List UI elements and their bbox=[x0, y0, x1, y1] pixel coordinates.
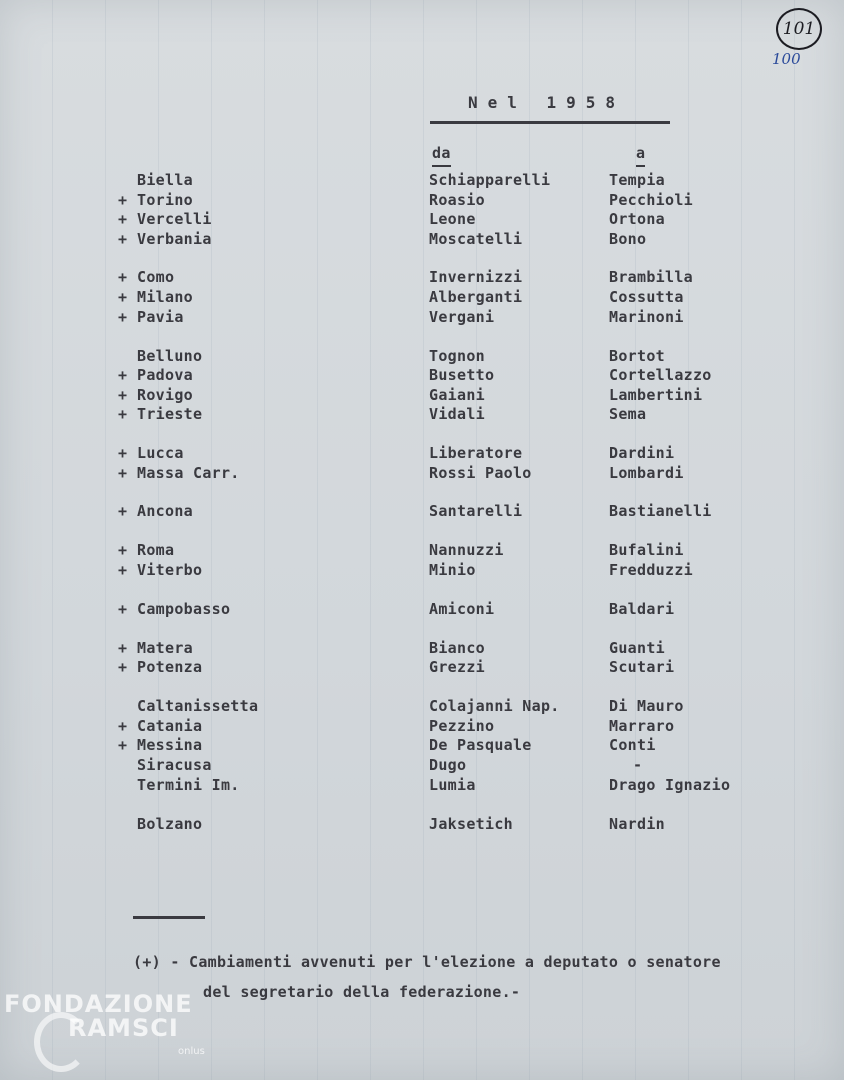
federation-city: Termini Im. bbox=[137, 776, 240, 794]
new-secretary: Pecchioli bbox=[609, 191, 693, 209]
footnote-line-1: (+) - Cambiamenti avvenuti per l'elezione a deputato o senatore bbox=[133, 953, 721, 971]
table-row bbox=[0, 658, 844, 676]
federation-city: Lucca bbox=[137, 444, 184, 462]
table-row bbox=[0, 541, 844, 559]
table-row bbox=[0, 347, 844, 365]
federation-city: Roma bbox=[137, 541, 175, 559]
new-secretary: Bono bbox=[609, 230, 647, 248]
table-row bbox=[0, 600, 844, 618]
change-marker: + bbox=[118, 288, 128, 306]
new-secretary: Ortona bbox=[609, 210, 665, 228]
federation-city: Padova bbox=[137, 366, 193, 384]
previous-secretary: Moscatelli bbox=[429, 230, 523, 248]
previous-secretary: Alberganti bbox=[429, 288, 523, 306]
table-row bbox=[0, 717, 844, 735]
table-row bbox=[0, 502, 844, 520]
table-row bbox=[0, 288, 844, 306]
federation-city: Ancona bbox=[137, 502, 193, 520]
federation-city: Potenza bbox=[137, 658, 203, 676]
federation-city: Messina bbox=[137, 736, 203, 754]
new-secretary: Fredduzzi bbox=[609, 561, 693, 579]
previous-secretary: Lumia bbox=[429, 776, 476, 794]
table-row bbox=[0, 444, 844, 462]
table-row bbox=[0, 268, 844, 286]
new-secretary: Baldari bbox=[609, 600, 675, 618]
previous-secretary: Vidali bbox=[429, 405, 485, 423]
change-marker: + bbox=[118, 405, 128, 423]
federation-city: Trieste bbox=[137, 405, 203, 423]
federation-city: Bolzano bbox=[137, 815, 203, 833]
federation-city: Massa Carr. bbox=[137, 464, 240, 482]
change-marker: + bbox=[118, 366, 128, 384]
page-number-circled: 101 bbox=[776, 8, 822, 50]
table-row bbox=[0, 191, 844, 209]
change-marker: + bbox=[118, 600, 128, 618]
title-underline bbox=[430, 121, 670, 124]
federation-city: Milano bbox=[137, 288, 193, 306]
federation-city: Matera bbox=[137, 639, 193, 657]
federation-city: Como bbox=[137, 268, 175, 286]
previous-secretary: Nannuzzi bbox=[429, 541, 504, 559]
new-secretary: Drago Ignazio bbox=[609, 776, 731, 794]
previous-secretary: Roasio bbox=[429, 191, 485, 209]
previous-secretary: Colajanni Nap. bbox=[429, 697, 560, 715]
table-row bbox=[0, 464, 844, 482]
new-secretary: Bortot bbox=[609, 347, 665, 365]
federation-city: Siracusa bbox=[137, 756, 212, 774]
table-row bbox=[0, 171, 844, 189]
new-secretary: Bufalini bbox=[609, 541, 684, 559]
federation-city: Caltanissetta bbox=[137, 697, 259, 715]
new-secretary: Bastianelli bbox=[609, 502, 712, 520]
table-row bbox=[0, 815, 844, 833]
watermark-gramsci: RAMSCI bbox=[68, 1014, 179, 1042]
new-secretary: Lombardi bbox=[609, 464, 684, 482]
previous-secretary: Busetto bbox=[429, 366, 495, 384]
new-secretary: Di Mauro bbox=[609, 697, 684, 715]
previous-secretary: Dugo bbox=[429, 756, 467, 774]
new-secretary: Guanti bbox=[609, 639, 665, 657]
new-secretary: Brambilla bbox=[609, 268, 693, 286]
page-number-secondary: 100 bbox=[772, 50, 801, 68]
change-marker: + bbox=[118, 444, 128, 462]
previous-secretary: Rossi Paolo bbox=[429, 464, 532, 482]
table-row bbox=[0, 561, 844, 579]
table-row bbox=[0, 210, 844, 228]
footnote-line-2: del segretario della federazione.- bbox=[203, 983, 521, 1001]
new-secretary: Dardini bbox=[609, 444, 675, 462]
new-secretary: Tempia bbox=[609, 171, 665, 189]
change-marker: + bbox=[118, 230, 128, 248]
table-row bbox=[0, 230, 844, 248]
federation-city: Verbania bbox=[137, 230, 212, 248]
previous-secretary: Tognon bbox=[429, 347, 485, 365]
previous-secretary: Minio bbox=[429, 561, 476, 579]
federation-city: Pavia bbox=[137, 308, 184, 326]
federation-city: Torino bbox=[137, 191, 193, 209]
new-secretary: - bbox=[633, 756, 643, 774]
change-marker: + bbox=[118, 658, 128, 676]
previous-secretary: Leone bbox=[429, 210, 476, 228]
column-header-to: a bbox=[636, 144, 645, 167]
change-marker: + bbox=[118, 308, 128, 326]
change-marker: + bbox=[118, 191, 128, 209]
new-secretary: Cortellazzo bbox=[609, 366, 712, 384]
federation-city: Rovigo bbox=[137, 386, 193, 404]
previous-secretary: Jaksetich bbox=[429, 815, 513, 833]
federation-city: Belluno bbox=[137, 347, 203, 365]
change-marker: + bbox=[118, 210, 128, 228]
previous-secretary: Amiconi bbox=[429, 600, 495, 618]
table-row bbox=[0, 405, 844, 423]
new-secretary: Lambertini bbox=[609, 386, 703, 404]
new-secretary: Sema bbox=[609, 405, 647, 423]
new-secretary: Nardin bbox=[609, 815, 665, 833]
new-secretary: Marinoni bbox=[609, 308, 684, 326]
table-row bbox=[0, 308, 844, 326]
change-marker: + bbox=[118, 541, 128, 559]
previous-secretary: Bianco bbox=[429, 639, 485, 657]
previous-secretary: Pezzino bbox=[429, 717, 495, 735]
new-secretary: Scutari bbox=[609, 658, 675, 676]
federation-city: Vercelli bbox=[137, 210, 212, 228]
change-marker: + bbox=[118, 386, 128, 404]
table-row bbox=[0, 776, 844, 794]
watermark-onlus: onlus bbox=[178, 1046, 205, 1057]
new-secretary: Cossutta bbox=[609, 288, 684, 306]
change-marker: + bbox=[118, 736, 128, 754]
previous-secretary: Gaiani bbox=[429, 386, 485, 404]
change-marker: + bbox=[118, 639, 128, 657]
page-title: Nel 1958 bbox=[468, 93, 626, 112]
previous-secretary: Vergani bbox=[429, 308, 495, 326]
table-row bbox=[0, 736, 844, 754]
change-marker: + bbox=[118, 561, 128, 579]
federation-city: Campobasso bbox=[137, 600, 231, 618]
federation-city: Catania bbox=[137, 717, 203, 735]
table-row bbox=[0, 366, 844, 384]
table-row bbox=[0, 697, 844, 715]
change-marker: + bbox=[118, 268, 128, 286]
change-marker: + bbox=[118, 464, 128, 482]
column-header-from: da bbox=[432, 144, 451, 167]
previous-secretary: Invernizzi bbox=[429, 268, 523, 286]
new-secretary: Marraro bbox=[609, 717, 675, 735]
previous-secretary: Santarelli bbox=[429, 502, 523, 520]
previous-secretary: Grezzi bbox=[429, 658, 485, 676]
previous-secretary: Schiapparelli bbox=[429, 171, 551, 189]
table-row bbox=[0, 386, 844, 404]
previous-secretary: De Pasquale bbox=[429, 736, 532, 754]
previous-secretary: Liberatore bbox=[429, 444, 523, 462]
table-row bbox=[0, 639, 844, 657]
federation-city: Biella bbox=[137, 171, 193, 189]
footnote-divider bbox=[133, 916, 205, 919]
new-secretary: Conti bbox=[609, 736, 656, 754]
change-marker: + bbox=[118, 502, 128, 520]
change-marker: + bbox=[118, 717, 128, 735]
federation-city: Viterbo bbox=[137, 561, 203, 579]
table-row bbox=[0, 756, 844, 774]
watermark-foundation: FONDAZIONE bbox=[4, 990, 193, 1018]
